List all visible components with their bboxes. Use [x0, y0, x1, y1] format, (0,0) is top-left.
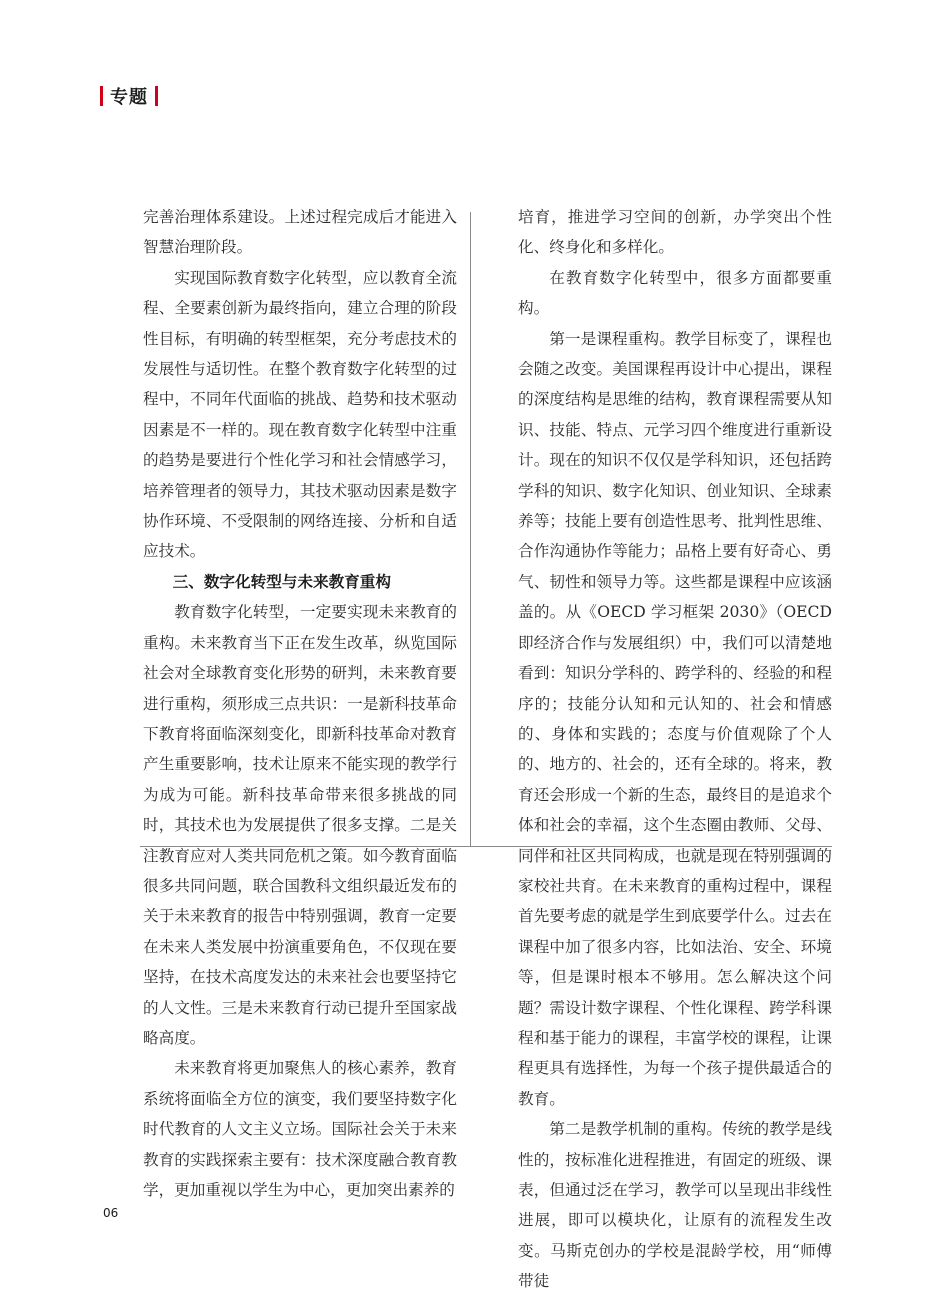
header-right-bar: [155, 86, 158, 106]
right-paragraph-1: 培育，推进学习空间的创新，办学突出个性化、终身化和多样化。: [518, 208, 832, 257]
section-title: 专题: [110, 87, 148, 108]
right-column: [518, 202, 832, 1297]
column-divider: [470, 212, 471, 846]
section-heading: 三、数字化转型与未来教育重构: [172, 572, 391, 591]
section-header: [100, 84, 158, 108]
left-paragraph-1: 完善治理体系建设。上述过程完成后才能进入智慧治理阶段。: [143, 208, 457, 257]
bottom-rule: [140, 846, 832, 847]
left-paragraph-2: 实现国际教育数字化转型，应以教育全流程、全要素创新为最终指向，建立合理的阶段性目标，有明确的转型框架，充分考虑技术的发展性与适切性。在整个教育数字化转型的过程中，不同年代面临的挑战、趋势和技术驱动因素是不一样的。现在教育数字化转型中注重的趋势是要进行个性化学习和社会情感学习，培养管理者的领导力，其技术驱动因素是数字协作环境、不受限制的网络连接、分析和自适应技术。: [143, 268, 457, 561]
left-paragraph-4: 未来教育将更加聚焦人的核心素养，教育系统将面临全方位的演变，我们要坚持数字化时代教育的人文主义立场。国际社会关于未来教育的实践探索主要有：技术深度融合教育教学，更加重视以学生为中心，更加突出素养的: [143, 1059, 457, 1199]
header-left-bar: [100, 86, 103, 106]
right-paragraph-3: 第一是课程重构。教学目标变了，课程也会随之改变。美国课程再设计中心提出，课程的深度结构是思维的结构，教育课程需要从知识、技能、特点、元学习四个维度进行重新设计。现在的知识不仅仅是学科知识，还包括跨学科的知识、数字化知识、创业知识、全球素养等；技能上要有创造性思考、批判性思维、合作沟通协作等能力；品格上要有好奇心、勇气、韧性和领导力等。这些都是课程中应该涵盖的。从《OECD 学习框架 2030》（OECD 即经济合作与发展组织）中，我们可以清楚地看到：知识分学科的、跨学科的、经验的和程序的；技能分认知和元认知的、社会和情感的、身体和实践的；态度与价值观除了个人的、地方的、社会的，还有全球的。将来，教育还会形成一个新的生态，最终目的是追求个体和社会的幸福，这个生态圈由教师、父母、同伴和社区共同构成，也就是现在特别强调的家校社共育。在未来教育的重构过程中，课程首先要考虑的就是学生到底要学什么。过去在课程中加了很多内容，比如法治、安全、环境等，但是课时根本不够用。怎么解决这个问题？需设计数字课程、个性化课程、跨学科课程和基于能力的课程，丰富学校的课程，让课程更具有选择性，为每一个孩子提供最适合的教育。: [518, 329, 832, 1108]
page-number: 06: [103, 1206, 119, 1220]
left-paragraph-3: 教育数字化转型，一定要实现未来教育的重构。未来教育当下正在发生改革，纵览国际社会对全球教育变化形势的研判，未来教育要进行重构，须形成三点共识：一是新科技革命下教育将面临深刻变化，即新科技革命对教育产生重要影响，技术让原来不能实现的教学行为成为可能。新科技革命带来很多挑战的同时，其技术也为发展提供了很多支撑。二是关注教育应对人类共同危机之策。如今教育面临很多共同问题，联合国教科文组织最近发布的关于未来教育的报告中特别强调，教育一定要在未来人类发展中扮演重要角色，不仅现在要坚持，在技术高度发达的未来社会也要坚持它的人文性。三是未来教育行动已提升至国家战略高度。: [143, 603, 457, 1047]
right-paragraph-4: 第二是教学机制的重构。传统的教学是线性的，按标准化进程推进，有固定的班级、课表，但通过泛在学习，教学可以呈现出非线性进展，即可以模块化，让原有的流程发生改变。马斯克创办的学校是混龄学校，用“师傅带徒: [518, 1120, 832, 1291]
left-column: [143, 202, 457, 1205]
right-paragraph-2: 在教育数字化转型中，很多方面都要重构。: [518, 268, 832, 318]
